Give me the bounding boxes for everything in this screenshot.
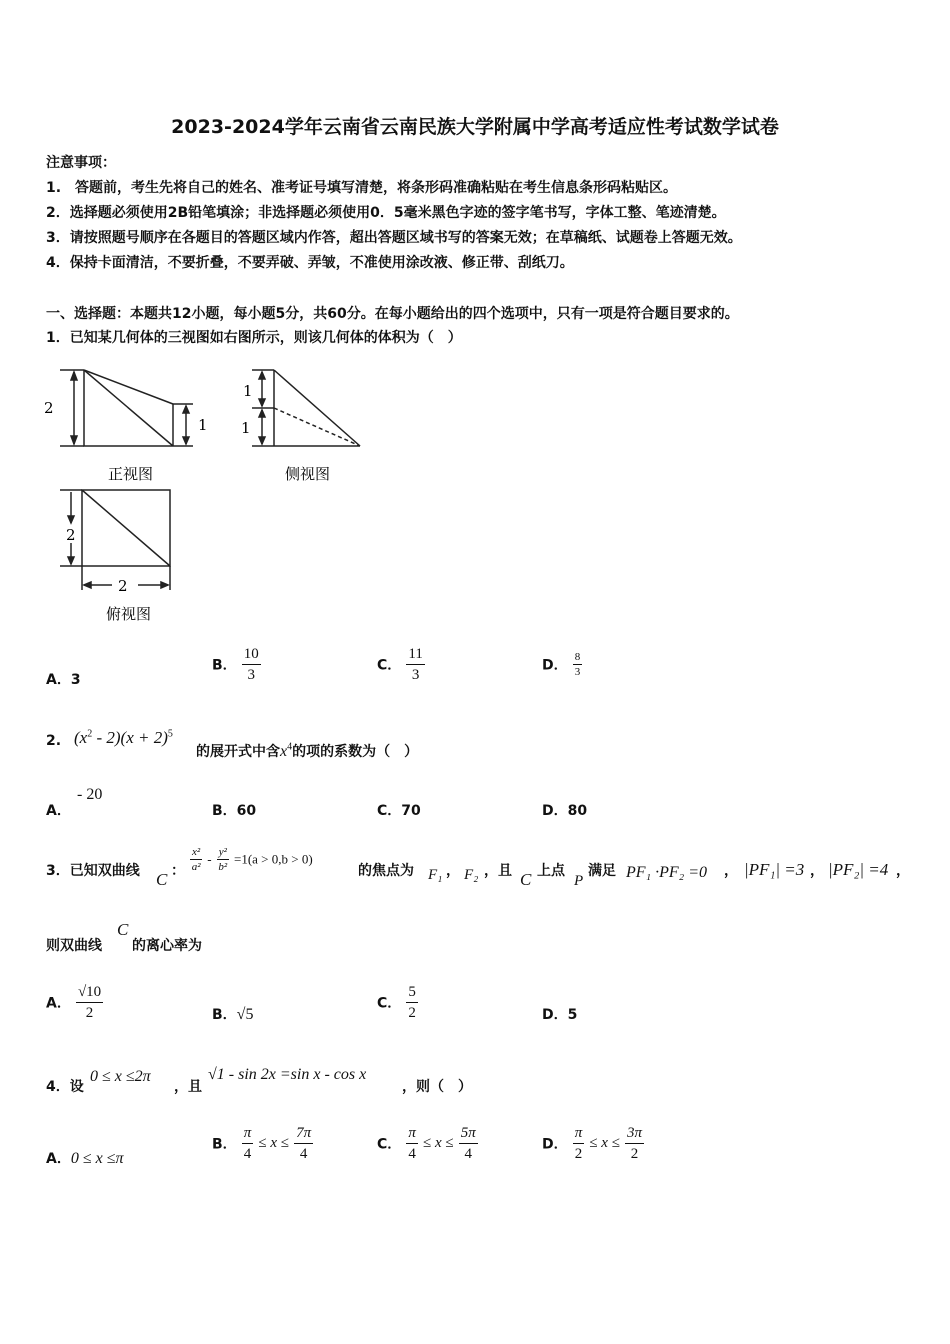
numerator: √10 bbox=[76, 982, 103, 1003]
fraction bbox=[625, 1123, 644, 1164]
denominator: 2 bbox=[85, 1005, 94, 1021]
denominator: 4 bbox=[408, 1146, 416, 1162]
x-fraction bbox=[190, 845, 202, 874]
comma: ， bbox=[810, 863, 824, 879]
expr-sup: 2 bbox=[87, 728, 93, 740]
expr-part: - 2)(x + 2) bbox=[92, 728, 168, 747]
denominator: 4 bbox=[464, 1146, 472, 1162]
numerator: 5π bbox=[459, 1123, 478, 1144]
numerator: 11 bbox=[406, 644, 424, 665]
fraction bbox=[406, 1123, 418, 1164]
option-a-fraction bbox=[76, 982, 103, 1023]
option-d-label: D． bbox=[542, 1136, 568, 1153]
option-d: D．80 bbox=[542, 803, 588, 819]
option-b-fraction bbox=[242, 644, 261, 685]
question-3-text: 上点 bbox=[537, 863, 565, 879]
question-3-text: ，且 bbox=[484, 863, 512, 879]
page-title: 2023-2024学年云南省云南民族大学附属中学高考适应性考试数学试卷 bbox=[171, 116, 779, 138]
expr-sup: 5 bbox=[167, 728, 173, 740]
fraction bbox=[459, 1123, 478, 1164]
notice-item: 2．选择题必须使用2B铅笔填涂；非选择题必须使用0．5毫米黑色字迹的签字笔书写，字体工整、笔迹清楚。 bbox=[46, 205, 726, 221]
expr-part: (x bbox=[74, 728, 88, 747]
option-c-label: C． bbox=[377, 1136, 402, 1153]
x-variable: x bbox=[280, 743, 288, 760]
option-c: C．70 bbox=[377, 803, 421, 819]
option-a-value: - 20 bbox=[77, 786, 103, 803]
option-a-label: A． bbox=[46, 1151, 71, 1167]
side-view bbox=[252, 370, 360, 446]
abs-pf2: |PF₂| =4 bbox=[828, 860, 889, 879]
inequality: ≤ x ≤ bbox=[589, 1135, 620, 1151]
option-b bbox=[212, 1123, 313, 1164]
question-2-number: 2. bbox=[46, 733, 62, 749]
question-3-text: 的离心率为 bbox=[132, 938, 202, 954]
denominator: 2 bbox=[574, 1146, 583, 1162]
curve-c: C bbox=[117, 920, 129, 939]
question-4-text: ，则（ ） bbox=[402, 1079, 472, 1095]
option-d: D．5 bbox=[542, 1007, 578, 1023]
minus: - bbox=[207, 851, 212, 867]
option-d bbox=[542, 1123, 644, 1164]
option-b-label: B． bbox=[212, 657, 237, 674]
equation: √1 - sin 2x =sin x - cos x bbox=[208, 1066, 367, 1083]
denominator: 2 bbox=[408, 1005, 416, 1021]
option-d-label: D． bbox=[542, 657, 568, 674]
front-dim-right: 1 bbox=[198, 416, 208, 434]
option-a-label: A． bbox=[46, 672, 71, 688]
question-2-expression bbox=[74, 728, 173, 748]
question-3-text: 的焦点为 bbox=[358, 863, 414, 879]
question-2-text: 的展开式中含 bbox=[196, 744, 280, 760]
option-a-value: 0 ≤ x ≤π bbox=[70, 1150, 124, 1167]
question-4-lead: 4．设 bbox=[46, 1079, 84, 1095]
denominator: 3 bbox=[574, 666, 581, 678]
option-c-fraction bbox=[406, 644, 424, 685]
top-dim-left: 2 bbox=[66, 526, 76, 544]
numerator: π bbox=[573, 1123, 585, 1144]
numerator: 7π bbox=[294, 1123, 313, 1144]
equation-rest: =1(a > 0,b > 0) bbox=[234, 851, 313, 867]
option-b-label: B． bbox=[212, 1007, 237, 1023]
option-d-fraction bbox=[573, 650, 583, 679]
numerator: π bbox=[406, 1123, 418, 1144]
option-a-value: 3 bbox=[70, 672, 81, 688]
option-c bbox=[377, 1123, 478, 1164]
inequality: ≤ x ≤ bbox=[258, 1135, 289, 1151]
side-view-label: 侧视图 bbox=[285, 465, 331, 483]
front-view-label: 正视图 bbox=[108, 465, 154, 483]
notice-item: 4．保持卡面清洁，不要折叠，不要弄破、弄皱，不准使用涂改液、修正带、刮纸刀。 bbox=[46, 255, 574, 271]
numerator: 10 bbox=[242, 644, 261, 665]
question-4-text: ，且 bbox=[174, 1079, 202, 1095]
denominator: b² bbox=[218, 861, 228, 873]
numerator: 3π bbox=[625, 1123, 644, 1144]
option-c-label: C． bbox=[377, 657, 402, 674]
comma: ， bbox=[896, 863, 910, 879]
front-dim-left: 2 bbox=[44, 399, 54, 417]
fraction bbox=[573, 1123, 585, 1164]
option-c-label: C． bbox=[377, 995, 402, 1012]
side-dim-bottom: 1 bbox=[241, 419, 251, 437]
denominator: 3 bbox=[247, 667, 256, 683]
numerator: 8 bbox=[574, 651, 581, 663]
question-3-text: 则双曲线 bbox=[46, 938, 102, 954]
denominator: a² bbox=[191, 861, 201, 873]
section-heading: 一、选择题：本题共12小题，每小题5分，共60分。在每小题给出的四个选项中，只有一项是符合题目要求的。 bbox=[46, 306, 739, 322]
numerator: y² bbox=[218, 846, 227, 858]
focus-f1: F₁ bbox=[428, 867, 443, 883]
top-view-label: 俯视图 bbox=[106, 605, 152, 623]
question-1-stem: 1．已知某几何体的三视图如右图所示，则该几何体的体积为（ ） bbox=[46, 330, 462, 346]
denominator: 4 bbox=[299, 1146, 308, 1162]
denominator: 3 bbox=[411, 667, 420, 683]
dot-product-condition: PF₁ ·PF₂ =0 bbox=[626, 864, 708, 881]
numerator: 5 bbox=[406, 982, 418, 1003]
option-b-label: B． bbox=[212, 1136, 237, 1153]
numerator: π bbox=[242, 1123, 254, 1144]
colon: ： bbox=[171, 863, 185, 879]
front-view bbox=[60, 370, 193, 446]
focus-f2: F₂ bbox=[464, 867, 479, 883]
fraction bbox=[294, 1123, 313, 1164]
notice-item: 3．请按照题号顺序在各题目的答题区域内作答，超出答题区域书写的答案无效；在草稿纸、试题卷上答题无效。 bbox=[46, 230, 742, 246]
y-fraction bbox=[217, 845, 229, 874]
comma: ， bbox=[446, 863, 460, 879]
abs-pf1: |PF₁| =3 bbox=[744, 860, 805, 879]
point-p: P bbox=[574, 873, 584, 889]
top-view bbox=[60, 490, 170, 590]
numerator: x² bbox=[192, 846, 201, 858]
fraction bbox=[242, 1123, 254, 1164]
option-a-label: A． bbox=[46, 995, 71, 1012]
notice-heading: 注意事项： bbox=[46, 155, 116, 171]
x-sup: 4 bbox=[287, 741, 293, 753]
three-view-figure bbox=[38, 358, 378, 628]
option-a-label: A． bbox=[46, 803, 71, 819]
side-dim-top: 1 bbox=[243, 382, 253, 400]
option-b-value: √5 bbox=[236, 1006, 254, 1023]
option-b: B．60 bbox=[212, 803, 257, 819]
inequality: ≤ x ≤ bbox=[422, 1135, 454, 1151]
denominator: 4 bbox=[243, 1146, 252, 1162]
comma: ， bbox=[724, 863, 738, 879]
hyperbola-equation bbox=[190, 845, 313, 874]
question-3-text: 满足 bbox=[588, 863, 616, 879]
question-2-text: 的项的系数为（ ） bbox=[292, 744, 419, 760]
curve-c: C bbox=[520, 870, 532, 889]
range-condition: 0 ≤ x ≤2π bbox=[90, 1068, 151, 1085]
denominator: 2 bbox=[630, 1146, 639, 1162]
notice-item: 1. 答题前，考生先将自己的姓名、准考证号填写清楚，将条形码准确粘贴在考生信息条形码粘贴区。 bbox=[46, 180, 678, 196]
top-dim-bottom: 2 bbox=[118, 577, 128, 595]
curve-c: C bbox=[156, 870, 168, 889]
option-c-fraction bbox=[406, 982, 418, 1023]
question-3-lead: 3．已知双曲线 bbox=[46, 863, 140, 879]
